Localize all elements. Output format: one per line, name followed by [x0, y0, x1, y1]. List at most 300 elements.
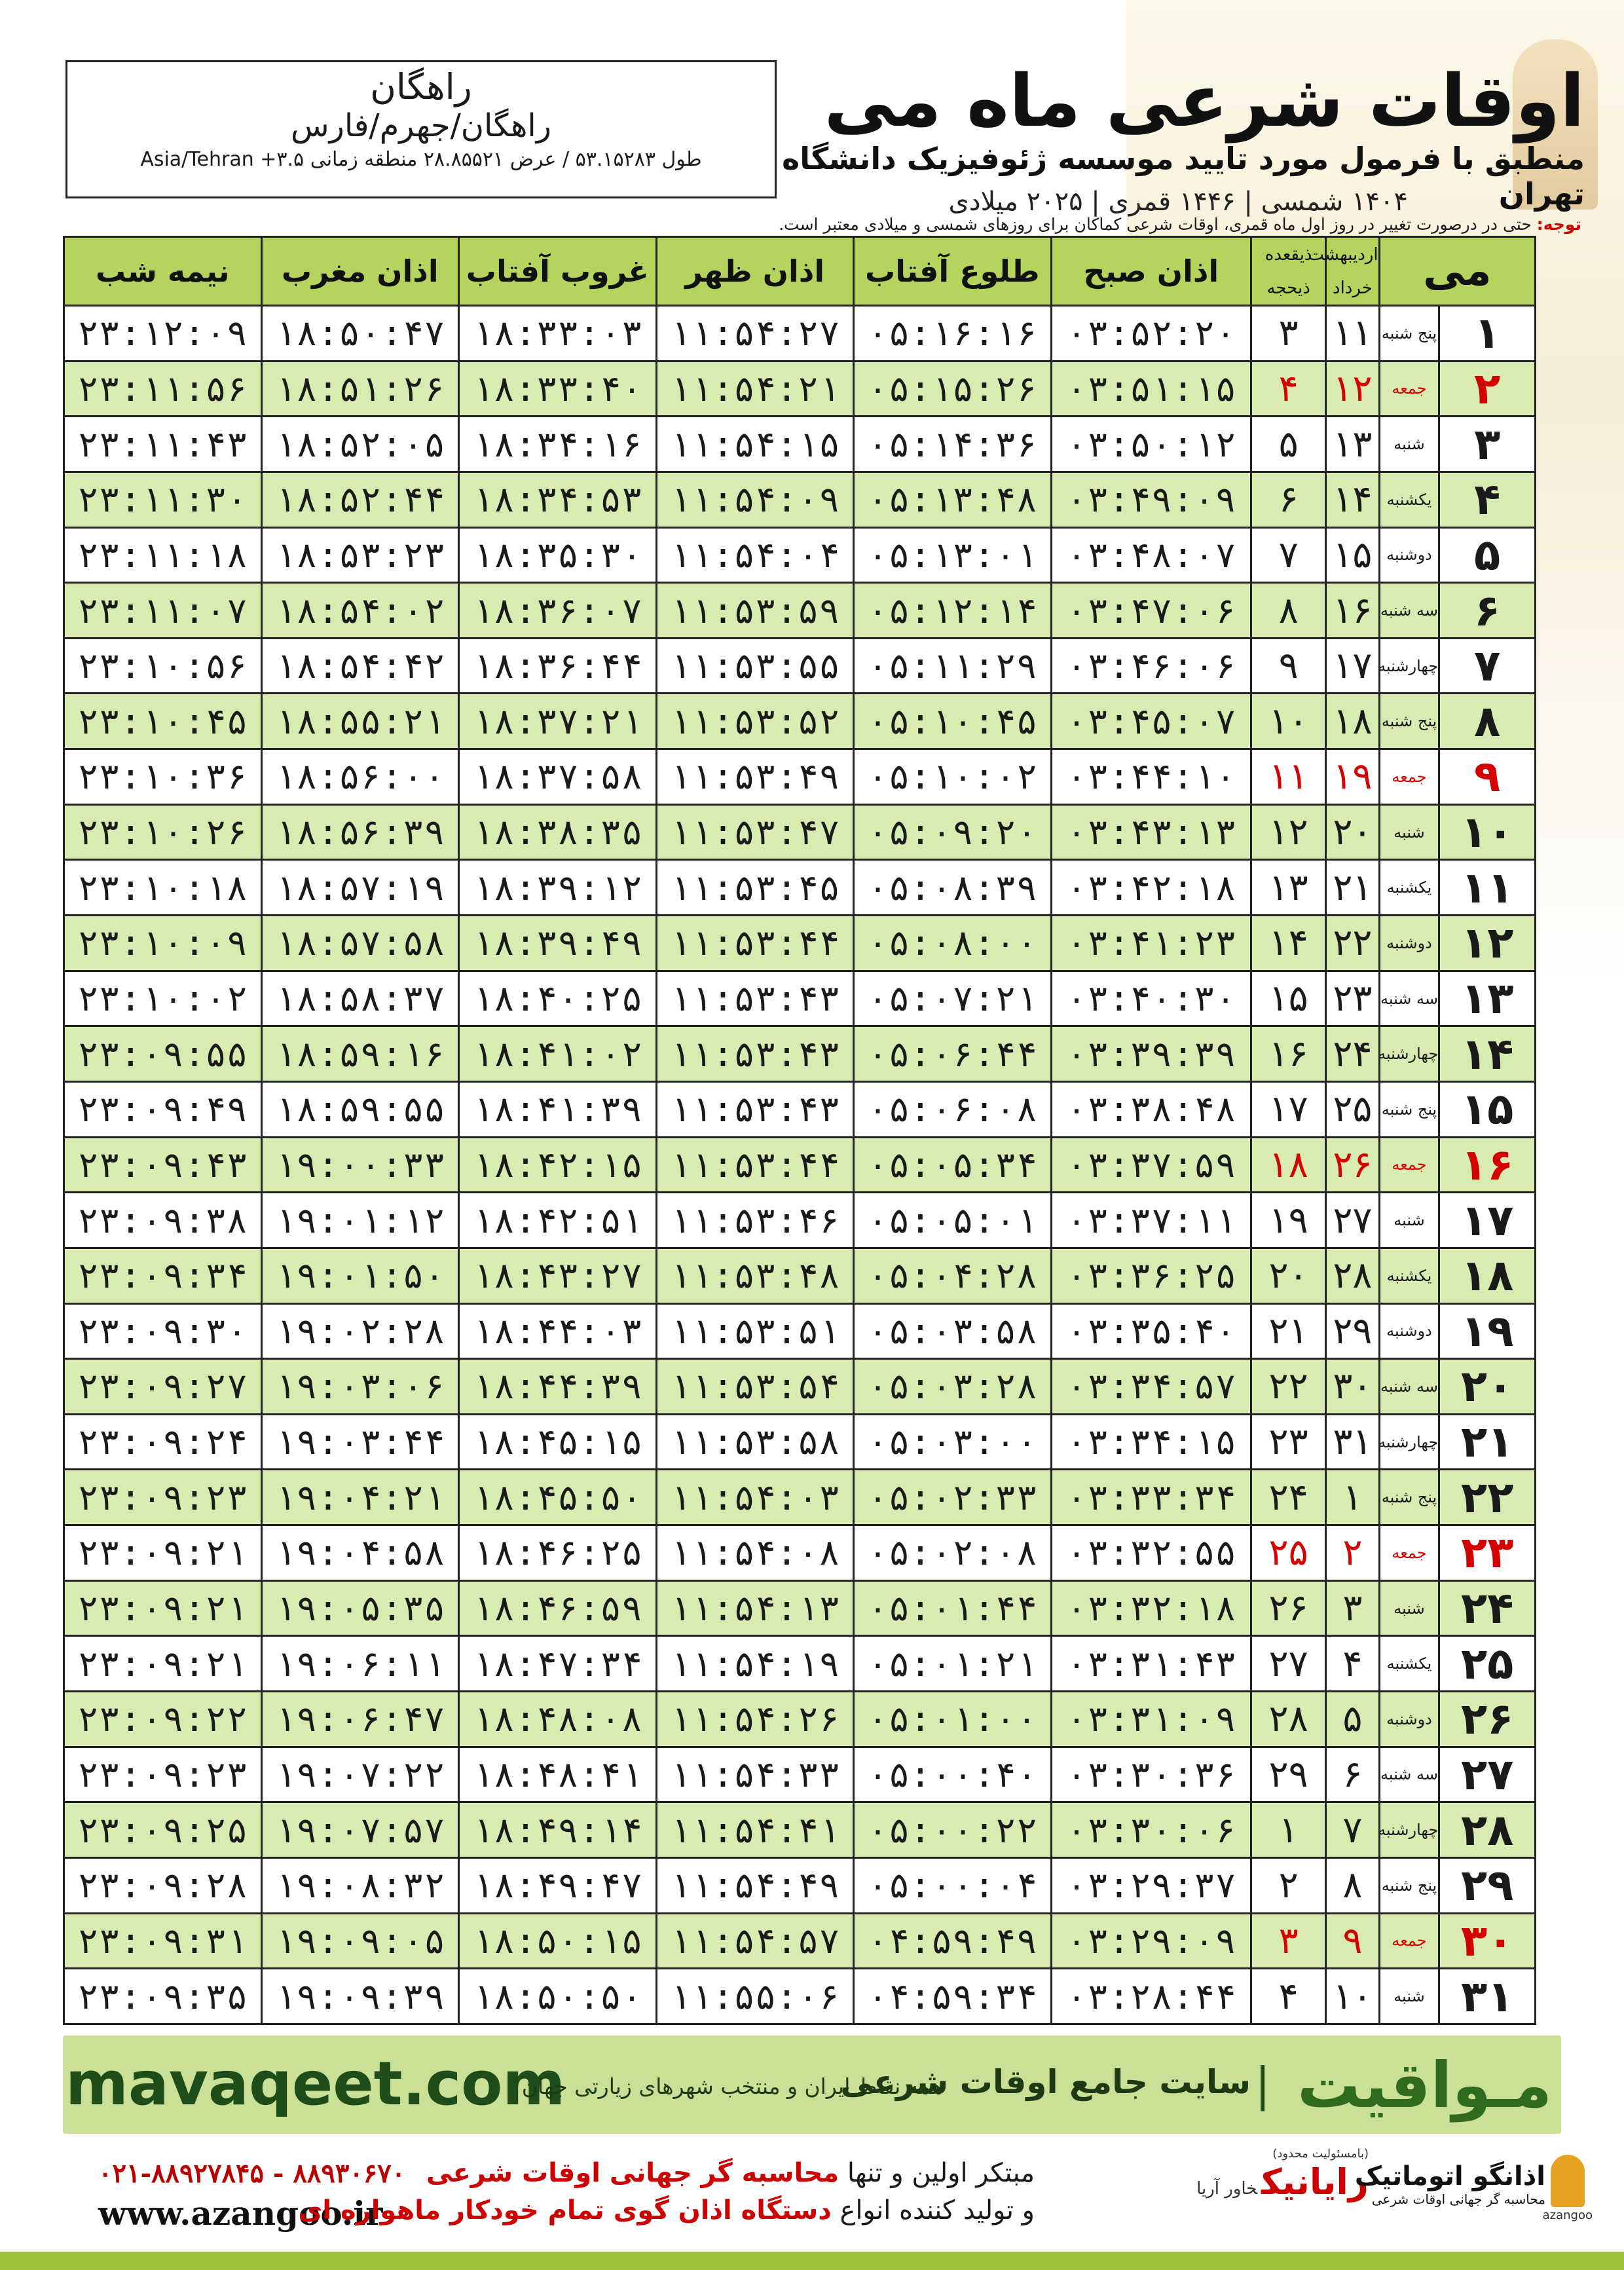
day-number: ۹ [1439, 749, 1536, 805]
header-ghorub: غروب آفتاب [459, 237, 657, 306]
time-zohr: ۱۱:۵۳:۴۵ [656, 860, 854, 916]
time-nime: ۲۳:۱۰:۲۶ [64, 804, 262, 860]
bottom-bar [0, 2252, 1624, 2270]
weekday: یکشنبه [1379, 860, 1439, 916]
lunar-day: ۲۴ [1251, 1470, 1326, 1525]
weekday: سه شنبه [1379, 1359, 1439, 1415]
table-row [64, 804, 1536, 860]
time-sobh: ۰۳:۳۴:۱۵ [1051, 1414, 1251, 1470]
prayer-times-table [63, 236, 1536, 2025]
lunar-day: ۱۰ [1251, 694, 1326, 749]
time-nime: ۲۳:۱۲:۰۹ [64, 306, 262, 362]
lunar-day: ۲۷ [1251, 1636, 1326, 1692]
time-maghrib: ۱۹:۰۳:۴۴ [261, 1414, 459, 1470]
table-row [64, 749, 1536, 805]
time-ghorub: ۱۸:۳۷:۵۸ [459, 749, 657, 805]
solar-day: ۸ [1326, 1857, 1379, 1913]
time-maghrib: ۱۸:۵۲:۴۴ [261, 472, 459, 527]
table-row [64, 638, 1536, 694]
time-zohr: ۱۱:۵۳:۵۴ [656, 1359, 854, 1415]
table-row [64, 1913, 1536, 1969]
time-zohr: ۱۱:۵۳:۴۴ [656, 1137, 854, 1193]
promo2-text: و تولید کننده انواع [840, 2195, 1035, 2225]
time-zohr: ۱۱:۵۴:۱۵ [656, 417, 854, 472]
lunar-day: ۱۴ [1251, 916, 1326, 971]
time-ghorub: ۱۸:۳۴:۱۶ [459, 417, 657, 472]
time-zohr: ۱۱:۵۴:۴۹ [656, 1857, 854, 1913]
table-row [64, 1692, 1536, 1747]
time-maghrib: ۱۹:۰۲:۲۸ [261, 1303, 459, 1359]
page-subtitle: منطبق با فرمول مورد تایید موسسه ژئوفیزیک دانشگاه تهران [782, 141, 1585, 212]
time-sobh: ۰۳:۳۲:۱۸ [1051, 1580, 1251, 1636]
header-khor: خرداد [1333, 278, 1373, 298]
time-ghorub: ۱۸:۴۵:۱۵ [459, 1414, 657, 1470]
weekday: سه شنبه [1379, 583, 1439, 639]
weekday: سه شنبه [1379, 1747, 1439, 1802]
table-row [64, 1857, 1536, 1913]
time-zohr: ۱۱:۵۴:۰۸ [656, 1525, 854, 1581]
time-sobh: ۰۳:۴۹:۰۹ [1051, 472, 1251, 527]
time-ghorub: ۱۸:۳۷:۲۱ [459, 694, 657, 749]
time-ghorub: ۱۸:۳۹:۱۲ [459, 860, 657, 916]
time-zohr: ۱۱:۵۳:۵۹ [656, 583, 854, 639]
time-tolu: ۰۵:۰۲:۳۳ [854, 1470, 1052, 1525]
time-nime: ۲۳:۰۹:۲۷ [64, 1359, 262, 1415]
lunar-day: ۱۷ [1251, 1081, 1326, 1137]
time-sobh: ۰۳:۴۶:۰۶ [1051, 638, 1251, 694]
time-sobh: ۰۳:۳۰:۰۶ [1051, 1802, 1251, 1858]
time-maghrib: ۱۸:۵۸:۳۷ [261, 971, 459, 1026]
time-tolu: ۰۵:۰۸:۳۹ [854, 860, 1052, 916]
time-ghorub: ۱۸:۴۸:۰۸ [459, 1692, 657, 1747]
page-title: اوقات شرعی ماه می [824, 59, 1585, 143]
time-nime: ۲۳:۰۹:۲۵ [64, 1802, 262, 1858]
promo2-highlight: دستگاه اذان گوی تمام خودکار ماهواره ای [298, 2195, 832, 2225]
time-maghrib: ۱۸:۵۶:۳۹ [261, 804, 459, 860]
table-row [64, 1193, 1536, 1248]
brand-logo: مـواقیت [1297, 2049, 1552, 2122]
weekday: چهارشنبه [1379, 1802, 1439, 1858]
website-link[interactable]: www.azangoo.ir [98, 2194, 383, 2233]
time-nime: ۲۳:۱۰:۰۲ [64, 971, 262, 1026]
time-maghrib: ۱۹:۰۷:۲۲ [261, 1747, 459, 1802]
weekday: چهارشنبه [1379, 1026, 1439, 1082]
weekday: پنج شنبه [1379, 1857, 1439, 1913]
weekday: شنبه [1379, 417, 1439, 472]
day-number: ۱۱ [1439, 860, 1536, 916]
header-sobh: اذان صبح [1051, 237, 1251, 306]
weekday: پنج شنبه [1379, 1470, 1439, 1525]
lunar-day: ۲۰ [1251, 1248, 1326, 1303]
time-maghrib: ۱۹:۰۹:۳۹ [261, 1969, 459, 2024]
time-nime: ۲۳:۱۱:۵۶ [64, 361, 262, 417]
time-maghrib: ۱۹:۰۱:۵۰ [261, 1248, 459, 1303]
lunar-day: ۱۹ [1251, 1193, 1326, 1248]
header-maghrib: اذان مغرب [261, 237, 459, 306]
time-ghorub: ۱۸:۴۵:۵۰ [459, 1470, 657, 1525]
table-row [64, 860, 1536, 916]
day-number: ۸ [1439, 694, 1536, 749]
time-ghorub: ۱۸:۴۷:۳۴ [459, 1636, 657, 1692]
slogan-secondary: همه نقاط ایران و منتخب شهرهای زیارتی جهان [521, 2074, 943, 2099]
promo1-highlight: محاسبه گر جهانی اوقات شرعی [426, 2158, 840, 2188]
table-row [64, 361, 1536, 417]
time-maghrib: ۱۹:۰۱:۱۲ [261, 1193, 459, 1248]
lunar-day: ۱ [1251, 1802, 1326, 1858]
time-sobh: ۰۳:۵۲:۲۰ [1051, 306, 1251, 362]
time-tolu: ۰۵:۰۳:۰۰ [854, 1414, 1052, 1470]
table-row [64, 527, 1536, 583]
lunar-day: ۲ [1251, 1857, 1326, 1913]
time-tolu: ۰۵:۱۲:۱۴ [854, 583, 1052, 639]
solar-day: ۲۶ [1326, 1137, 1379, 1193]
time-nime: ۲۳:۱۰:۳۶ [64, 749, 262, 805]
day-number: ۱۶ [1439, 1137, 1536, 1193]
solar-day: ۱۹ [1326, 749, 1379, 805]
solar-day: ۶ [1326, 1747, 1379, 1802]
time-zohr: ۱۱:۵۳:۴۸ [656, 1248, 854, 1303]
time-sobh: ۰۳:۴۴:۱۰ [1051, 749, 1251, 805]
time-tolu: ۰۵:۰۰:۴۰ [854, 1747, 1052, 1802]
weekday: دوشنبه [1379, 1692, 1439, 1747]
header-tolu: طلوع آفتاب [854, 237, 1052, 306]
day-number: ۲۷ [1439, 1747, 1536, 1802]
time-nime: ۲۳:۱۱:۱۸ [64, 527, 262, 583]
time-zohr: ۱۱:۵۳:۵۵ [656, 638, 854, 694]
azangoo-mark-icon [1551, 2155, 1585, 2207]
table-row [64, 1248, 1536, 1303]
time-nime: ۲۳:۰۹:۲۱ [64, 1525, 262, 1581]
lunar-day: ۱۶ [1251, 1026, 1326, 1082]
solar-day: ۱۵ [1326, 527, 1379, 583]
time-ghorub: ۱۸:۴۰:۲۵ [459, 971, 657, 1026]
lunar-day: ۲۳ [1251, 1414, 1326, 1470]
time-nime: ۲۳:۰۹:۳۱ [64, 1913, 262, 1969]
solar-day: ۲۱ [1326, 860, 1379, 916]
weekday: یکشنبه [1379, 472, 1439, 527]
azangoo-mark-text: azangoo [1542, 2208, 1593, 2222]
lunar-day: ۳ [1251, 1913, 1326, 1969]
time-nime: ۲۳:۰۹:۲۳ [64, 1470, 262, 1525]
time-zohr: ۱۱:۵۳:۵۱ [656, 1303, 854, 1359]
time-tolu: ۰۵:۱۴:۳۶ [854, 417, 1052, 472]
time-ghorub: ۱۸:۴۱:۳۹ [459, 1081, 657, 1137]
solar-day: ۱۸ [1326, 694, 1379, 749]
weekday: شنبه [1379, 1969, 1439, 2024]
time-zohr: ۱۱:۵۴:۴۱ [656, 1802, 854, 1858]
time-maghrib: ۱۹:۰۳:۰۶ [261, 1359, 459, 1415]
time-tolu: ۰۵:۱۰:۰۲ [854, 749, 1052, 805]
day-number: ۳۱ [1439, 1969, 1536, 2024]
table-row [64, 1747, 1536, 1802]
time-sobh: ۰۳:۳۷:۵۹ [1051, 1137, 1251, 1193]
header-lunar-months [1251, 237, 1326, 306]
city-name: راهگان [370, 66, 472, 107]
weekday: شنبه [1379, 1193, 1439, 1248]
day-number: ۶ [1439, 583, 1536, 639]
day-number: ۲۹ [1439, 1857, 1536, 1913]
promo-line-1 [426, 2158, 1035, 2188]
lunar-day: ۲۵ [1251, 1525, 1326, 1581]
time-zohr: ۱۱:۵۴:۲۷ [656, 306, 854, 362]
lunar-day: ۴ [1251, 361, 1326, 417]
solar-day: ۱۴ [1326, 472, 1379, 527]
time-ghorub: ۱۸:۴۶:۲۵ [459, 1525, 657, 1581]
time-zohr: ۱۱:۵۳:۴۹ [656, 749, 854, 805]
time-tolu: ۰۵:۰۷:۲۱ [854, 971, 1052, 1026]
time-maghrib: ۱۹:۰۵:۳۵ [261, 1580, 459, 1636]
table-row [64, 694, 1536, 749]
table-row [64, 1026, 1536, 1082]
table-row [64, 971, 1536, 1026]
time-sobh: ۰۳:۳۰:۳۶ [1051, 1747, 1251, 1802]
lunar-day: ۱۱ [1251, 749, 1326, 805]
lunar-day: ۱۲ [1251, 804, 1326, 860]
azangoo-sub: محاسبه گر جهانی اوقات شرعی [1371, 2191, 1545, 2207]
time-nime: ۲۳:۱۱:۳۰ [64, 472, 262, 527]
day-number: ۱۴ [1439, 1026, 1536, 1082]
table-row [64, 472, 1536, 527]
time-nime: ۲۳:۱۱:۴۳ [64, 417, 262, 472]
time-maghrib: ۱۹:۰۷:۵۷ [261, 1802, 459, 1858]
time-maghrib: ۱۹:۰۰:۳۳ [261, 1137, 459, 1193]
day-number: ۱۸ [1439, 1248, 1536, 1303]
time-nime: ۲۳:۰۹:۵۵ [64, 1026, 262, 1082]
time-zohr: ۱۱:۵۳:۴۶ [656, 1193, 854, 1248]
header-nime: نیمه شب [64, 237, 262, 306]
day-number: ۲۱ [1439, 1414, 1536, 1470]
time-maghrib: ۱۹:۰۹:۰۵ [261, 1913, 459, 1969]
table-body [64, 306, 1536, 2024]
solar-day: ۲۷ [1326, 1193, 1379, 1248]
lunar-day: ۱۸ [1251, 1137, 1326, 1193]
day-number: ۳۰ [1439, 1913, 1536, 1969]
weekday: جمعه [1379, 1137, 1439, 1193]
azangoo-logo [1355, 2161, 1545, 2207]
time-tolu: ۰۵:۰۸:۰۰ [854, 916, 1052, 971]
time-ghorub: ۱۸:۳۳:۰۳ [459, 306, 657, 362]
weekday: شنبه [1379, 804, 1439, 860]
time-ghorub: ۱۸:۳۶:۰۷ [459, 583, 657, 639]
lunar-day: ۸ [1251, 583, 1326, 639]
time-tolu: ۰۵:۰۳:۲۸ [854, 1359, 1052, 1415]
table-row [64, 417, 1536, 472]
time-nime: ۲۳:۰۹:۲۱ [64, 1636, 262, 1692]
time-maghrib: ۱۸:۵۹:۱۶ [261, 1026, 459, 1082]
time-sobh: ۰۳:۴۰:۳۰ [1051, 971, 1251, 1026]
weekday: یکشنبه [1379, 1636, 1439, 1692]
day-number: ۱۹ [1439, 1303, 1536, 1359]
header-ord: اردیبهشت [1308, 244, 1378, 265]
time-nime: ۲۳:۰۹:۳۴ [64, 1248, 262, 1303]
time-tolu: ۰۵:۰۶:۰۸ [854, 1081, 1052, 1137]
day-number: ۱ [1439, 306, 1536, 362]
header-zohr: اذان ظهر [656, 237, 854, 306]
table-row [64, 1303, 1536, 1359]
weekday: چهارشنبه [1379, 1414, 1439, 1470]
weekday: جمعه [1379, 1525, 1439, 1581]
table-row [64, 1636, 1536, 1692]
weekday: جمعه [1379, 361, 1439, 417]
rayanik-small: (بامسئولیت محدود) [1272, 2147, 1369, 2161]
time-tolu: ۰۵:۰۲:۰۸ [854, 1525, 1052, 1581]
header-month: می [1379, 237, 1535, 306]
time-zohr: ۱۱:۵۴:۲۶ [656, 1692, 854, 1747]
lunar-day: ۶ [1251, 472, 1326, 527]
time-maghrib: ۱۸:۵۴:۴۲ [261, 638, 459, 694]
time-tolu: ۰۴:۵۹:۳۴ [854, 1969, 1052, 2024]
solar-day: ۳۰ [1326, 1359, 1379, 1415]
time-nime: ۲۳:۱۰:۰۹ [64, 916, 262, 971]
time-zohr: ۱۱:۵۳:۴۷ [656, 804, 854, 860]
time-sobh: ۰۳:۳۳:۳۴ [1051, 1470, 1251, 1525]
time-ghorub: ۱۸:۳۳:۴۰ [459, 361, 657, 417]
day-number: ۱۳ [1439, 971, 1536, 1026]
time-tolu: ۰۵:۱۳:۰۱ [854, 527, 1052, 583]
time-nime: ۲۳:۰۹:۲۴ [64, 1414, 262, 1470]
time-maghrib: ۱۹:۰۴:۵۸ [261, 1525, 459, 1581]
solar-day: ۱۲ [1326, 361, 1379, 417]
time-tolu: ۰۵:۱۵:۲۶ [854, 361, 1052, 417]
lunar-day: ۱۳ [1251, 860, 1326, 916]
time-zohr: ۱۱:۵۳:۴۳ [656, 1026, 854, 1082]
time-ghorub: ۱۸:۴۸:۴۱ [459, 1747, 657, 1802]
solar-day: ۱۱ [1326, 306, 1379, 362]
time-sobh: ۰۳:۴۵:۰۷ [1051, 694, 1251, 749]
solar-day: ۱ [1326, 1470, 1379, 1525]
lunar-day: ۱۵ [1251, 971, 1326, 1026]
time-zohr: ۱۱:۵۴:۱۹ [656, 1636, 854, 1692]
weekday: دوشنبه [1379, 527, 1439, 583]
weekday: یکشنبه [1379, 1248, 1439, 1303]
time-nime: ۲۳:۰۹:۲۸ [64, 1857, 262, 1913]
time-tolu: ۰۵:۰۰:۰۴ [854, 1857, 1052, 1913]
solar-day: ۲۳ [1326, 971, 1379, 1026]
lunar-day: ۹ [1251, 638, 1326, 694]
notice-label: توجه: [1536, 215, 1581, 234]
notice-text: حتی در درصورت تغییر در روز اول ماه قمری، اوقات شرعی کماکان برای روزهای شمسی و میلادی معتبر است. [779, 215, 1532, 234]
day-number: ۲۰ [1439, 1359, 1536, 1415]
time-nime: ۲۳:۰۹:۴۳ [64, 1137, 262, 1193]
lunar-day: ۲۲ [1251, 1359, 1326, 1415]
time-sobh: ۰۳:۴۳:۱۳ [1051, 804, 1251, 860]
time-zohr: ۱۱:۵۳:۴۳ [656, 1081, 854, 1137]
time-sobh: ۰۳:۴۸:۰۷ [1051, 527, 1251, 583]
time-zohr: ۱۱:۵۴:۲۱ [656, 361, 854, 417]
weekday: پنج شنبه [1379, 1081, 1439, 1137]
time-sobh: ۰۳:۳۴:۵۷ [1051, 1359, 1251, 1415]
time-sobh: ۰۳:۳۵:۴۰ [1051, 1303, 1251, 1359]
time-ghorub: ۱۸:۳۶:۴۴ [459, 638, 657, 694]
time-ghorub: ۱۸:۳۵:۳۰ [459, 527, 657, 583]
solar-day: ۱۳ [1326, 417, 1379, 472]
time-maghrib: ۱۸:۵۰:۴۷ [261, 306, 459, 362]
time-ghorub: ۱۸:۴۲:۵۱ [459, 1193, 657, 1248]
table-row [64, 1525, 1536, 1581]
time-sobh: ۰۳:۴۷:۰۶ [1051, 583, 1251, 639]
lunar-day: ۷ [1251, 527, 1326, 583]
time-tolu: ۰۵:۰۱:۰۰ [854, 1692, 1052, 1747]
day-number: ۲ [1439, 361, 1536, 417]
lunar-day: ۳ [1251, 306, 1326, 362]
separator: | [1255, 2058, 1270, 2112]
time-zohr: ۱۱:۵۴:۰۳ [656, 1470, 854, 1525]
weekday: دوشنبه [1379, 916, 1439, 971]
day-number: ۲۳ [1439, 1525, 1536, 1581]
header-zh: ذیحجه [1266, 278, 1310, 298]
time-tolu: ۰۵:۱۱:۲۹ [854, 638, 1052, 694]
table-row [64, 1802, 1536, 1858]
weekday: چهارشنبه [1379, 638, 1439, 694]
weekday: شنبه [1379, 1580, 1439, 1636]
time-ghorub: ۱۸:۳۹:۴۹ [459, 916, 657, 971]
time-zohr: ۱۱:۵۴:۳۳ [656, 1747, 854, 1802]
day-number: ۲۶ [1439, 1692, 1536, 1747]
time-ghorub: ۱۸:۵۰:۵۰ [459, 1969, 657, 2024]
solar-day: ۱۶ [1326, 583, 1379, 639]
time-ghorub: ۱۸:۴۱:۰۲ [459, 1026, 657, 1082]
weekday: پنج شنبه [1379, 694, 1439, 749]
time-maghrib: ۱۹:۰۴:۲۱ [261, 1470, 459, 1525]
time-sobh: ۰۳:۵۱:۱۵ [1051, 361, 1251, 417]
calendar-years: ۱۴۰۴ شمسی | ۱۴۴۶ قمری | ۲۰۲۵ میلادی [948, 187, 1408, 217]
time-sobh: ۰۳:۴۱:۲۳ [1051, 916, 1251, 971]
time-nime: ۲۳:۰۹:۳۸ [64, 1193, 262, 1248]
time-maghrib: ۱۸:۵۱:۲۶ [261, 361, 459, 417]
notice [75, 215, 1581, 234]
time-zohr: ۱۱:۵۴:۰۹ [656, 472, 854, 527]
time-zohr: ۱۱:۵۳:۴۳ [656, 971, 854, 1026]
time-nime: ۲۳:۱۰:۵۶ [64, 638, 262, 694]
promo1-text: مبتکر اولین و تنها [847, 2158, 1035, 2188]
time-sobh: ۰۳:۲۹:۰۹ [1051, 1913, 1251, 1969]
time-tolu: ۰۵:۰۳:۵۸ [854, 1303, 1052, 1359]
day-number: ۳ [1439, 417, 1536, 472]
table-row [64, 306, 1536, 362]
day-number: ۲۲ [1439, 1470, 1536, 1525]
solar-day: ۳۱ [1326, 1414, 1379, 1470]
site-url[interactable]: mavaqeet.com [65, 2049, 566, 2119]
time-maghrib: ۱۸:۵۶:۰۰ [261, 749, 459, 805]
time-sobh: ۰۳:۳۱:۴۳ [1051, 1636, 1251, 1692]
time-sobh: ۰۳:۳۸:۴۸ [1051, 1081, 1251, 1137]
time-sobh: ۰۳:۴۲:۱۸ [1051, 860, 1251, 916]
table-row [64, 1359, 1536, 1415]
time-maghrib: ۱۹:۰۶:۴۷ [261, 1692, 459, 1747]
solar-day: ۱۰ [1326, 1969, 1379, 2024]
weekday: جمعه [1379, 749, 1439, 805]
time-maghrib: ۱۸:۵۷:۱۹ [261, 860, 459, 916]
lunar-day: ۲۶ [1251, 1580, 1326, 1636]
solar-day: ۹ [1326, 1913, 1379, 1969]
solar-day: ۲۴ [1326, 1026, 1379, 1082]
time-zohr: ۱۱:۵۳:۵۸ [656, 1414, 854, 1470]
time-tolu: ۰۵:۱۶:۱۶ [854, 306, 1052, 362]
solar-day: ۳ [1326, 1580, 1379, 1636]
time-ghorub: ۱۸:۳۸:۳۵ [459, 804, 657, 860]
solar-day: ۲۰ [1326, 804, 1379, 860]
time-ghorub: ۱۸:۴۴:۳۹ [459, 1359, 657, 1415]
table-row [64, 1470, 1536, 1525]
time-maghrib: ۱۸:۵۴:۰۲ [261, 583, 459, 639]
header-solar-months [1308, 237, 1379, 306]
day-number: ۲۸ [1439, 1802, 1536, 1858]
solar-day: ۲۸ [1326, 1248, 1379, 1303]
time-tolu: ۰۵:۰۵:۳۴ [854, 1137, 1052, 1193]
lunar-day: ۲۸ [1251, 1692, 1326, 1747]
time-tolu: ۰۵:۱۰:۴۵ [854, 694, 1052, 749]
azangoo-name: اذانگو اتوماتیک [1354, 2161, 1545, 2191]
